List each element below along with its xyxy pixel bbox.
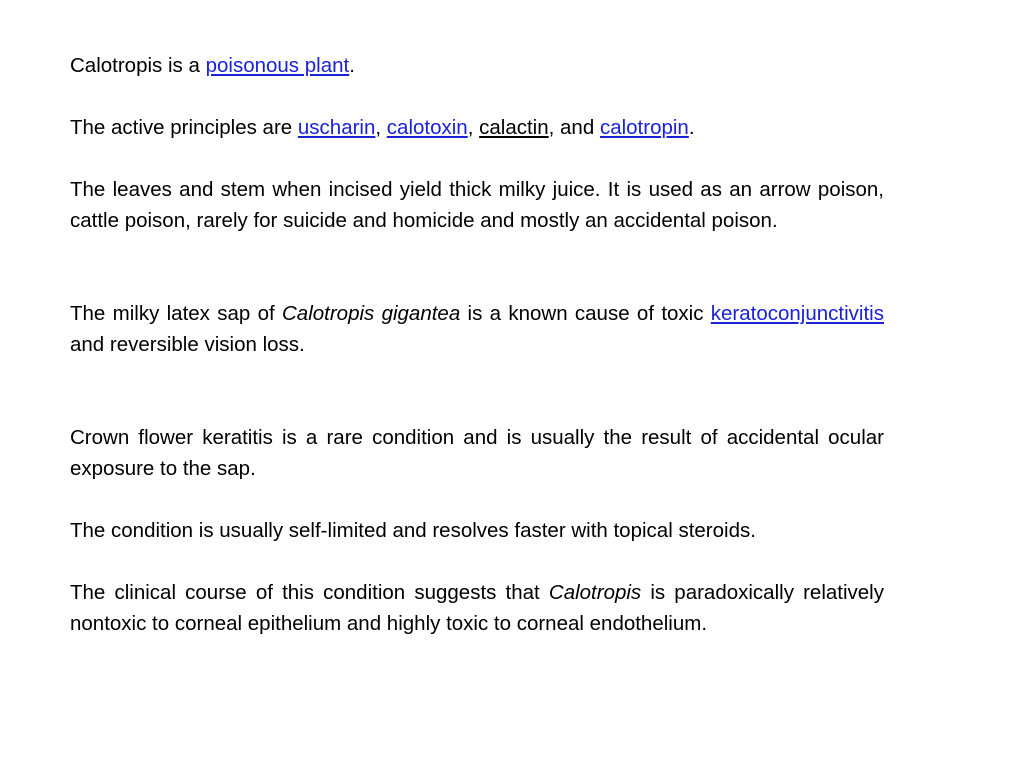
link-calotoxin[interactable]: calotoxin: [386, 116, 468, 139]
paragraph-active-principles: [70, 112, 884, 143]
text-span: is a known cause of toxic: [460, 302, 711, 325]
genus-name: Calotropis: [548, 581, 642, 604]
text-span: The active principles are: [70, 116, 298, 139]
paragraph-steroids: The condition is usually self-limited and resolves faster with topical steroids.: [70, 519, 756, 542]
spacer: [70, 81, 884, 112]
text-span: .: [688, 116, 695, 139]
link-calactin[interactable]: calactin: [479, 116, 549, 139]
text-span: The clinical course of this condition suggests that: [70, 581, 549, 604]
spacer: [70, 360, 884, 422]
text-span: ,: [467, 116, 480, 139]
paragraph-clinical-course: [70, 577, 884, 639]
paragraph-plant: [70, 50, 884, 81]
text-span: , and: [548, 116, 600, 139]
spacer: [70, 143, 884, 174]
link-poisonous-plant[interactable]: poisonous plant: [205, 54, 350, 77]
paragraph-latex-sap: [70, 298, 884, 360]
spacer: [70, 484, 884, 515]
text-span: Calotropis is a: [70, 54, 206, 77]
paragraph-milky-juice: The leaves and stem when incised yield thick milky juice. It is used as an arrow poison, cattle poison, rarely for suicide and homicide and mostly an accidental poison.: [70, 178, 884, 232]
text-span: ,: [375, 116, 387, 139]
link-uscharin[interactable]: uscharin: [297, 116, 376, 139]
spacer: [70, 546, 884, 577]
text-span: and reversible vision loss.: [70, 333, 305, 356]
link-keratoconjunctivitis[interactable]: keratoconjunctivitis: [710, 302, 884, 325]
paragraph-crown-flower: Crown flower keratitis is a rare condition and is usually the result of accidental ocular exposure to the sap.: [70, 426, 884, 480]
text-span: is paradoxically relatively nontoxic to corneal epithelium and highly toxic to corneal endothelium.: [70, 581, 884, 635]
text-span: .: [349, 54, 355, 77]
text-span: The milky latex sap of: [70, 302, 282, 325]
spacer: [70, 236, 884, 298]
link-calotropin[interactable]: calotropin: [599, 116, 689, 139]
species-name: Calotropis gigantea: [281, 302, 461, 325]
text-body: [70, 50, 884, 639]
